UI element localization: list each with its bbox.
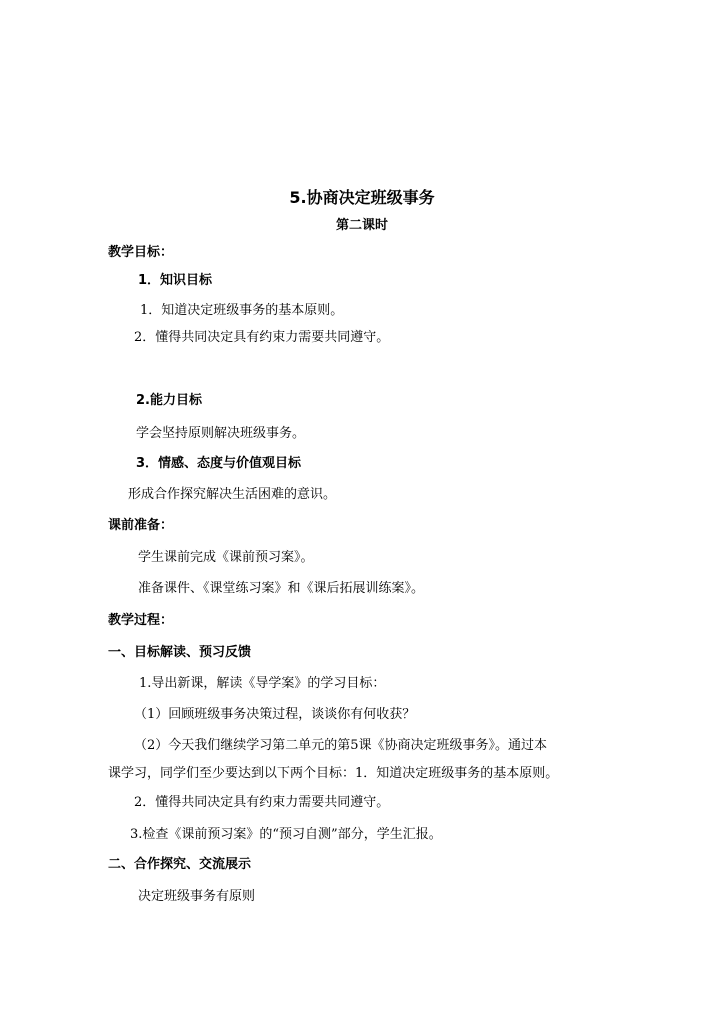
document-title: 5.协商决定班级事务 bbox=[289, 188, 435, 207]
part1-question-2-line3: 2．懂得共同决定具有约束力需要共同遵守。 bbox=[134, 795, 390, 810]
knowledge-item-2: 2．懂得共同决定具有约束力需要共同遵守。 bbox=[134, 330, 390, 345]
part1-heading: 一、目标解读、预习反馈 bbox=[108, 645, 252, 660]
part2-heading: 二、合作探究、交流展示 bbox=[108, 857, 252, 872]
part1-question-1: （1）回顾班级事务决策过程，谈谈你有何收获？ bbox=[134, 707, 416, 722]
ability-objective-text: 学会坚持原则解决班级事务。 bbox=[136, 426, 306, 441]
part1-step1: 1.导出新课，解读《导学案》的学习目标： bbox=[139, 676, 386, 691]
ability-objective-heading: 2.能力目标 bbox=[136, 393, 202, 408]
emotion-objective-heading: 3．情感、态度与价值观目标 bbox=[136, 456, 302, 471]
part1-question-2-line2: 课学习，同学们至少要达到以下两个目标：1．知道决定班级事务的基本原则。 bbox=[108, 766, 559, 781]
knowledge-objective-heading: 1．知识目标 bbox=[138, 273, 213, 288]
part1-question-2-line1: （2）今天我们继续学习第二单元的第5课《协商决定班级事务》。通过本 bbox=[134, 738, 548, 753]
emotion-objective-text: 形成合作探究解决生活困难的意识。 bbox=[128, 487, 337, 502]
preparation-heading: 课前准备： bbox=[108, 518, 174, 533]
knowledge-item-1: 1．知道决定班级事务的基本原则。 bbox=[140, 303, 344, 318]
part1-step3: 3.检查《课前预习案》的“预习自测”部分，学生汇报。 bbox=[130, 827, 442, 842]
preparation-item-2: 准备课件、《课堂练习案》和《课后拓展训练案》。 bbox=[138, 581, 425, 596]
preparation-item-1: 学生课前完成《课前预习案》。 bbox=[138, 550, 314, 565]
document-subtitle: 第二课时 bbox=[335, 218, 388, 233]
process-heading: 教学过程： bbox=[108, 613, 174, 628]
part2-text: 决定班级事务有原则 bbox=[138, 889, 256, 904]
objectives-heading: 教学目标： bbox=[108, 245, 174, 260]
